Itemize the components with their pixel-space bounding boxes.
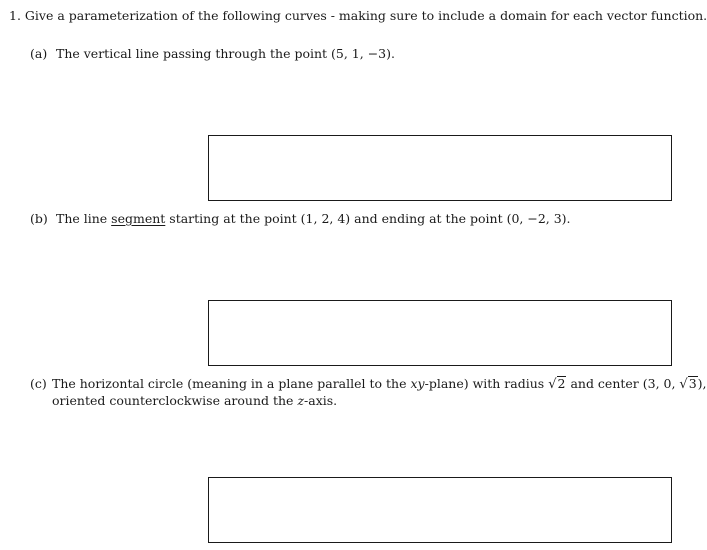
part-c-text-4: ), (697, 376, 707, 391)
part-a-text: The vertical line passing through the point (5, 1, −3). (55, 46, 395, 61)
problem-statement (9, 8, 707, 24)
part-b (30, 211, 571, 227)
part-c-line-2 (30, 393, 707, 409)
part-c-line2-after: -axis. (304, 393, 338, 408)
center-sqrt (679, 376, 697, 393)
part-b-label: (b) (30, 211, 48, 226)
part-b-text-after: starting at the point (1, 2, 4) and ending at the point (0, −2, 3). (169, 211, 571, 226)
problem-instruction: Give a parameterization of the following curves - making sure to include a domain for each vector function. (24, 8, 707, 23)
answer-box-a[interactable] (208, 135, 672, 201)
sqrt-sign-icon: √ (548, 377, 557, 392)
part-b-underlined-word: segment (111, 211, 166, 226)
part-a-label: (a) (30, 46, 48, 61)
answer-box-b[interactable] (208, 300, 672, 366)
part-c-label: (c) (30, 376, 47, 391)
part-a (30, 46, 395, 62)
part-c-text-3: and center (3, 0, (570, 376, 676, 391)
problem-number: 1. (9, 8, 21, 23)
part-b-text-before: The line (55, 211, 108, 226)
part-c (30, 376, 707, 409)
part-c-plane-var: xy (410, 376, 425, 391)
part-c-text-1: The horizontal circle (meaning in a plane parallel to the (52, 376, 407, 391)
part-c-axis-var: z (297, 393, 305, 408)
radius-sqrt (548, 376, 566, 393)
radius-radicand: 2 (557, 376, 566, 391)
part-c-text-2: -plane) with radius (424, 376, 545, 391)
answer-box-c[interactable] (208, 477, 672, 543)
part-c-line2-before: oriented counterclockwise around the (52, 393, 294, 408)
sqrt-sign-icon: √ (679, 377, 688, 392)
center-radicand: 3 (688, 376, 697, 391)
